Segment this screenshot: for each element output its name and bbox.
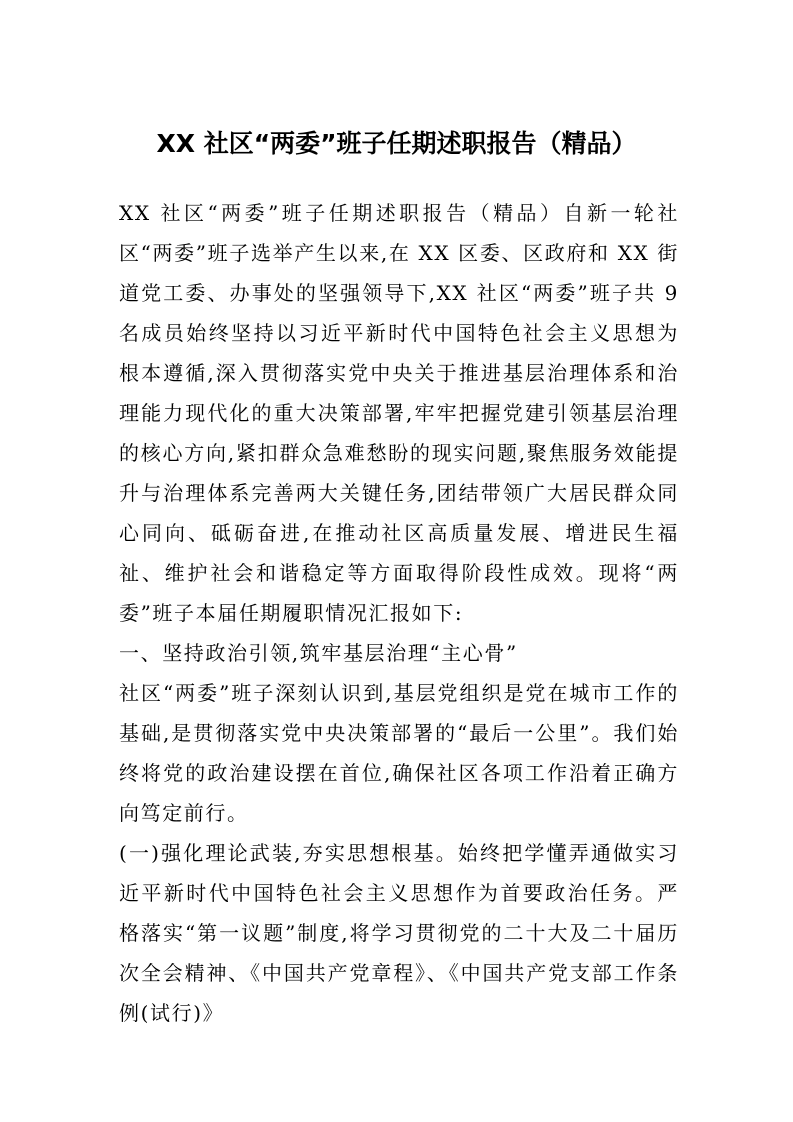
document-body bbox=[119, 193, 679, 1033]
section-1-paragraph: 社区“两委”班子深刻认识到,基层党组织是党在城市工作的基础,是贯彻落实党中央决策部署的“最后一公里”。我们始终将党的政治建设摆在首位,确保社区各项工作沿着正确方向笃定前行。 bbox=[119, 681, 679, 825]
intro-paragraph: XX 社区“两委”班子任期述职报告（精品）自新一轮社区“两委”班子选举产生以来,在 XX 区委、区政府和 XX 街道党工委、办事处的坚强领导下,XX 社区“两委”班子共 9 名成员始终坚持以习近平新时代中国特色社会主义思想为根本遵循,深入贯彻落实党中央关于推进基层治理体系和治理能力现代化的重大决策部署,牢牢把握党建引领基层治理的核心方向,紧扣群众急难愁盼的现实问题,聚焦服务效能提升与治理体系完善两大关键任务,团结带领广大居民群众同心同向、砥砺奋进,在推动社区高质量发展、增进民生福祉、维护社会和谐稳定等方面取得阶段性成效。现将“两委”班子本届任期履职情况汇报如下: bbox=[119, 201, 679, 625]
subsection-1-paragraph: (一)强化理论武装,夯实思想根基。始终把学懂弄通做实习近平新时代中国特色社会主义思想作为首要政治任务。严格落实“第一议题”制度,将学习贯彻党的二十大及二十届历次全会精神、《中国共产党章程》、《中国共产党支部工作条例(试行)》 bbox=[119, 841, 679, 1025]
section-heading-1: 一、坚持政治引领,筑牢基层治理“主心骨” bbox=[119, 641, 518, 665]
document-title: XX 社区“两委”班子任期述职报告（精品） bbox=[156, 129, 637, 158]
